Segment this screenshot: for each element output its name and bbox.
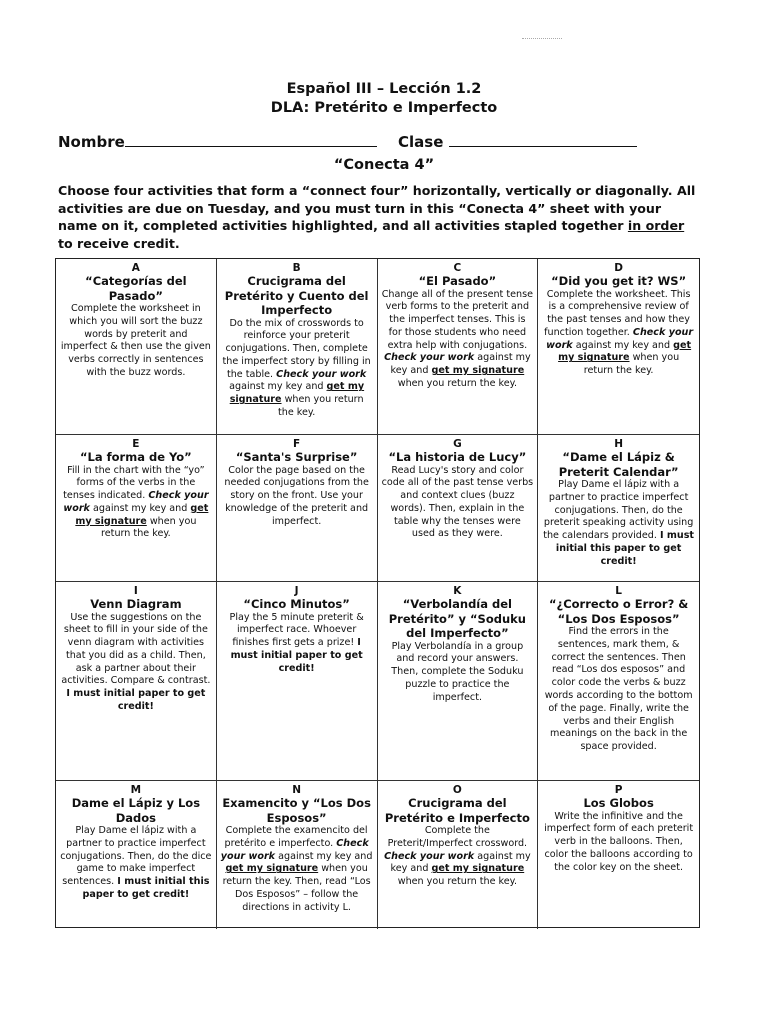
check-work-emphasis: Check your work	[63, 490, 209, 514]
instructions-end: to receive credit.	[58, 235, 180, 251]
activity-description	[221, 825, 373, 915]
activity-description	[382, 465, 534, 542]
activity-description	[60, 303, 212, 380]
signature-requirement: get my signature	[229, 381, 365, 406]
activity-description	[542, 626, 695, 754]
activity-letter: L	[615, 585, 622, 597]
signature-requirement: get my signature	[431, 863, 525, 875]
activity-cell-g	[378, 435, 539, 582]
activity-cell-h	[538, 435, 699, 582]
activity-title: Venn Diagram	[90, 597, 182, 611]
activity-title: “La forma de Yo”	[80, 450, 192, 464]
activity-letter: C	[453, 262, 462, 274]
check-work-emphasis: Check your work	[276, 368, 367, 380]
activity-description	[60, 825, 212, 902]
activity-title: Los Globos	[583, 796, 654, 810]
activity-cell-e	[56, 435, 217, 582]
activity-cell-a	[56, 259, 217, 435]
activity-description	[60, 465, 212, 542]
activity-title: “La historia de Lucy”	[388, 450, 527, 464]
check-work-emphasis: Check your work	[384, 352, 475, 364]
description-text: Play Dame el lápiz with a partner to practice imperfect conjugations. Then, do the dice game to make imperfect sentences.	[60, 825, 212, 888]
activity-letter: P	[614, 784, 623, 796]
activity-title: “Dame el Lápiz & Preterit Calendar”	[558, 450, 679, 479]
activity-cell-n	[217, 781, 378, 929]
signature-requirement: get my signature	[75, 502, 209, 527]
description-text: against my key and	[390, 352, 531, 377]
check-work-emphasis: Check your work	[220, 837, 369, 862]
initial-requirement: I must initial this paper to get credit!	[555, 530, 695, 567]
activity-letter: K	[453, 585, 462, 597]
signature-requirement: get my signature	[558, 339, 692, 364]
check-work-emphasis: Check your work	[384, 850, 475, 862]
description-text: when you return the key.	[583, 352, 680, 377]
instructions	[58, 182, 698, 252]
activity-description	[382, 825, 534, 889]
activity-letter: E	[132, 438, 140, 450]
check-work-emphasis: Check your work	[546, 326, 694, 351]
activity-letter: O	[452, 784, 462, 796]
activity-cell-o	[378, 781, 539, 929]
worksheet-title	[0, 80, 768, 118]
title-line-2: DLA: Pretérito e Imperfecto	[270, 100, 498, 116]
activity-letter: M	[130, 784, 142, 796]
activity-title: “Cinco Minutos”	[243, 597, 350, 611]
description-text: Color the page based on the needed conjugations from the story on the front. Use your knowledge of the preterit and imperfect.	[224, 464, 369, 527]
activity-cell-k	[378, 582, 539, 781]
description-text: against my key and	[275, 850, 373, 862]
activity-description	[382, 289, 534, 391]
description-text: against my key and	[89, 502, 191, 514]
description-text: Complete the worksheet in which you will sort the buzz words by preterit and imperfect & then use the given verbs correctly in sentences with the buzz words.	[60, 303, 211, 378]
activity-letter: F	[293, 438, 301, 450]
initial-requirement: I must initial paper to get credit!	[66, 688, 206, 713]
activity-letter: B	[292, 262, 301, 274]
description-text: against my key and	[229, 381, 327, 393]
activity-cell-d	[538, 259, 699, 435]
title-line-1: Español III – Lección 1.2	[286, 81, 482, 97]
activity-description	[221, 612, 373, 676]
activity-letter: I	[133, 585, 138, 597]
activity-cell-m	[56, 781, 217, 929]
description-text: Find the errors in the sentences, mark them, & correct the sentences. Then read “Los dos esposos” and color code the verbs & buzz words according to the bottom of the page. Finally, write the verbs and their English meanings on the back in the space provided.	[544, 626, 693, 753]
activity-letter: H	[614, 438, 624, 450]
name-class-row	[58, 133, 658, 151]
description-text: against my key and	[572, 339, 674, 351]
activity-description	[542, 811, 695, 875]
nombre-blank[interactable]	[125, 134, 377, 147]
description-text: Read Lucy's story and color code all of the past tense verbs and context clues (buzz words). Then, explain in the table why the tenses were used as they were.	[381, 464, 534, 540]
initial-requirement: I must initial paper to get credit!	[230, 637, 363, 674]
description-text: Change all of the present tense verb forms to the preterit and the imperfect tenses. This is for those students who need extra help with conjugations.	[381, 288, 534, 351]
description-text: Complete the worksheet. This is a comprehensive review of the past tenses and how they function together.	[544, 288, 691, 338]
activity-title: “El Pasado”	[418, 274, 497, 288]
instructions-underlined: in order	[627, 218, 685, 233]
signature-requirement: get my signature	[431, 365, 525, 377]
description-text: Write the infinitive and the imperfect form of each preterit verb in the balloons. Then, color the balloons according to the color key on the sheet.	[544, 810, 694, 873]
activity-letter: J	[294, 585, 299, 597]
activity-title: “Did you get it? WS”	[551, 274, 687, 288]
activity-cell-b	[217, 259, 378, 435]
description-text: Use the suggestions on the sheet to fill in your side of the venn diagram with activities that you did as a child. Then, ask a partner about their activities. Compare & contrast.	[61, 611, 211, 687]
conecta-4-grid	[55, 258, 700, 928]
description-text: Play the 5 minute preterit & imperfect race. Whoever finishes first gets a prize!	[229, 611, 364, 649]
description-text: when you return the key.	[101, 515, 197, 540]
activity-title: Crucigrama del Pretérito y Cuento del Imperfecto	[224, 274, 369, 317]
description-text: Fill in the chart with the “yo” forms of the verbs in the tenses indicated.	[63, 464, 205, 502]
nombre-label: Nombre	[58, 133, 125, 151]
activity-letter: D	[614, 262, 623, 274]
activity-description	[221, 318, 373, 420]
activity-description	[60, 612, 212, 714]
activity-description	[542, 479, 695, 569]
description-text: Complete the Preterit/Imperfect crossword.	[387, 825, 528, 849]
activity-description	[382, 641, 534, 705]
activity-cell-f	[217, 435, 378, 582]
description-text: Do the mix of crosswords to reinforce your preterit conjugations. Then, complete the imperfect story by filling in the table.	[222, 317, 371, 380]
subtitle: “Conecta 4”	[333, 157, 435, 173]
description-text: when you return the key.	[277, 394, 364, 419]
description-text: against my key and	[390, 850, 531, 875]
activity-letter: A	[131, 262, 140, 274]
clase-group	[398, 133, 637, 151]
activity-cell-c	[378, 259, 539, 435]
activity-cell-p	[538, 781, 699, 929]
activity-title: “¿Correcto o Error? & “Los Dos Esposos”	[548, 597, 689, 626]
activity-cell-i	[56, 582, 217, 781]
activity-title: Dame el Lápiz y Los Dados	[71, 796, 201, 825]
description-text: when you return the key.	[397, 378, 518, 390]
description-text: when you return the key.	[397, 876, 518, 888]
description-text: when you return the key. Then, read “Los Dos Esposos” – follow the directions in activity L.	[222, 863, 371, 913]
description-text: Complete the examencito del pretérito e imperfecto.	[224, 825, 368, 849]
activity-description	[221, 465, 373, 529]
activity-title: Crucigrama del Pretérito e Imperfecto	[384, 796, 530, 825]
activity-letter: G	[453, 438, 462, 450]
description-text: Play Dame el lápiz with a partner to practice imperfect conjugations. Then, do the preterit speaking activity using the calendars provided.	[543, 479, 694, 542]
activity-title: “Verbolandía del Pretérito” y “Soduku del Imperfecto”	[388, 597, 526, 640]
instructions-text: Choose four activities that form a “connect four” horizontally, vertically or diagonally. All activities are due on Tuesday, and you must turn in this “Conecta 4” sheet with your name on it, completed activities highlighted, and all activities stapled together	[58, 183, 696, 233]
scan-mark	[522, 38, 562, 40]
initial-requirement: I must initial this paper to get credit!	[82, 876, 210, 900]
activity-title: “Categorías del Pasado”	[85, 274, 187, 303]
description-text: Play Verbolandía in a group and record your answers. Then, complete the Soduku puzzle to practice the imperfect.	[391, 640, 524, 703]
signature-requirement: get my signature	[225, 863, 319, 875]
clase-blank[interactable]	[449, 134, 637, 147]
activity-title: Examencito y “Los Dos Esposos”	[222, 796, 371, 825]
activity-cell-j	[217, 582, 378, 781]
activity-cell-l	[538, 582, 699, 781]
activity-letter: N	[292, 784, 302, 796]
activity-description	[542, 289, 695, 379]
activity-title: “Santa's Surprise”	[235, 450, 358, 464]
clase-label: Clase	[398, 133, 444, 151]
